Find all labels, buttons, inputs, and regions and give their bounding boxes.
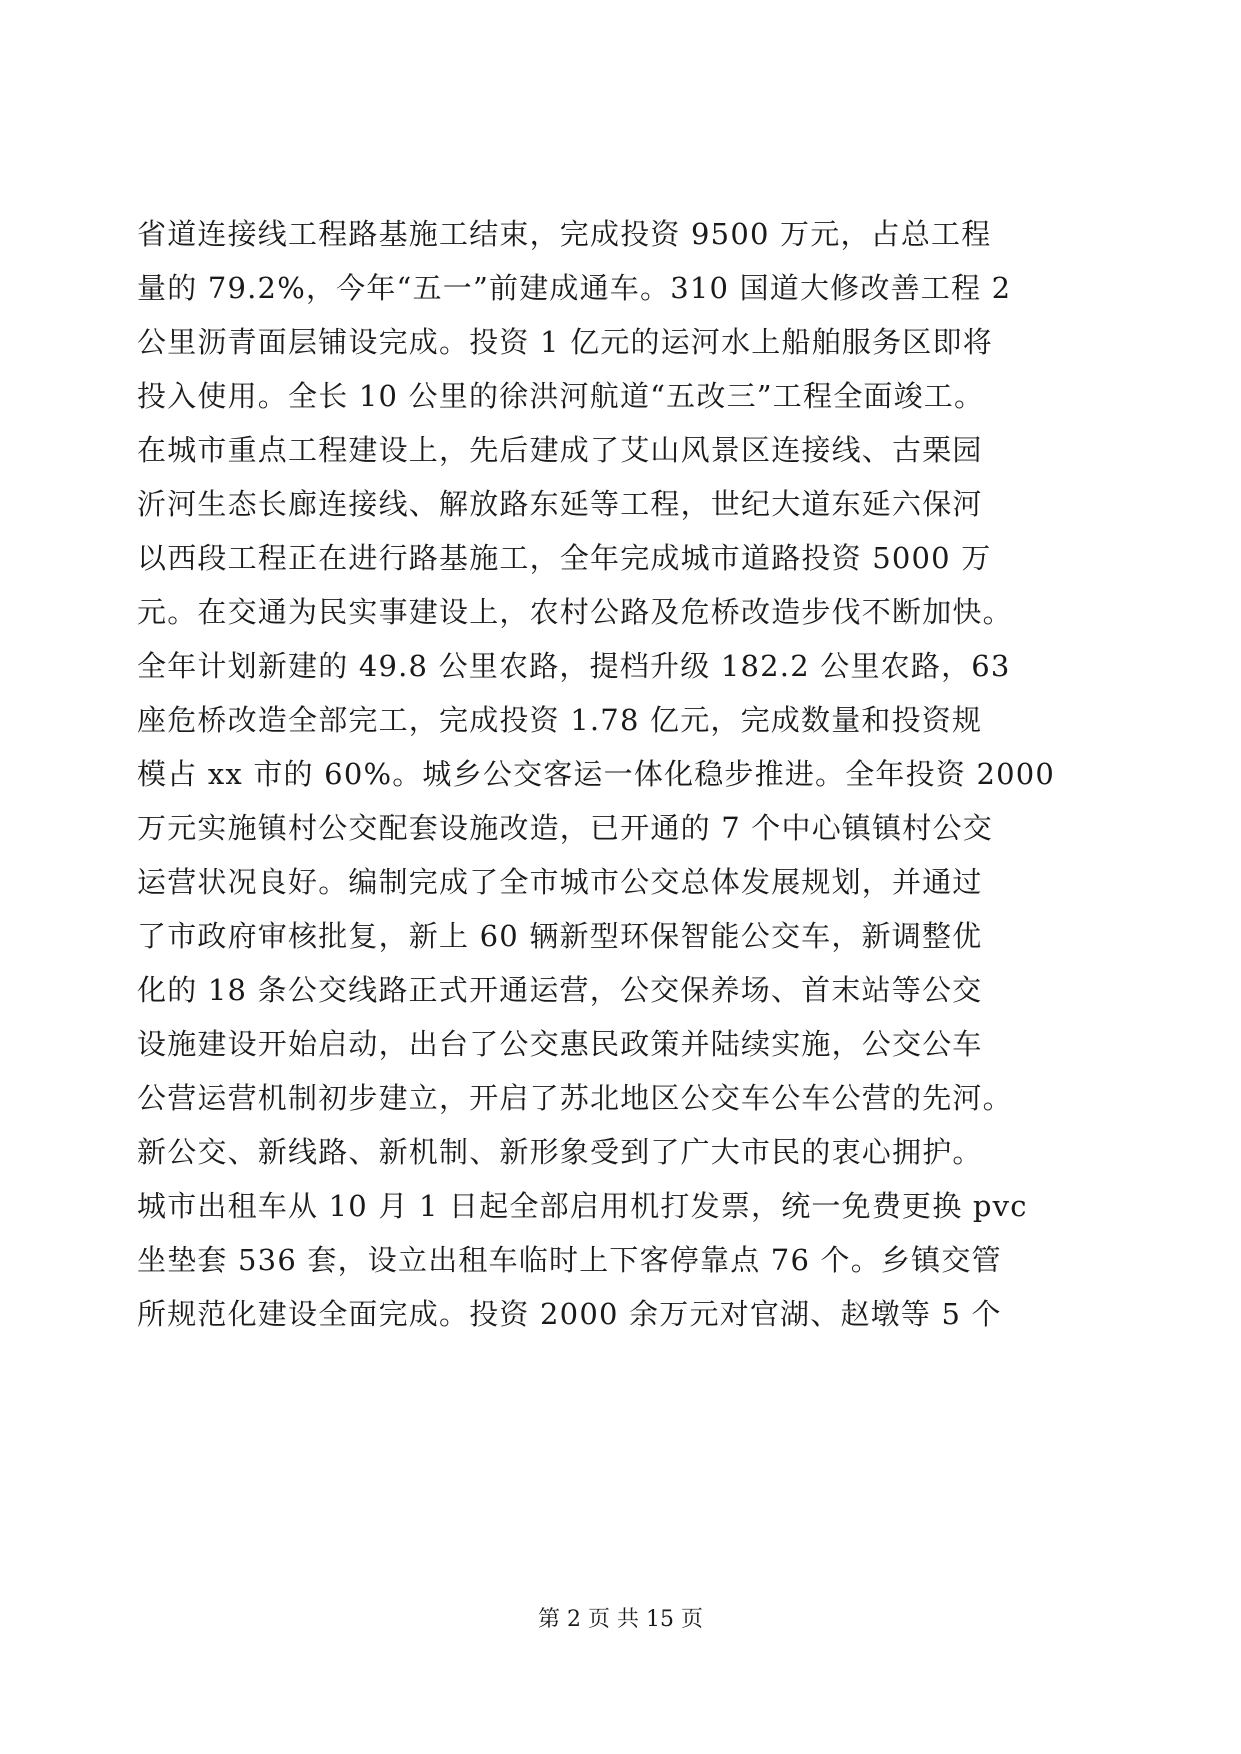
text-line: 全年计划新建的 49.8 公里农路，提档升级 182.2 公里农路，63 bbox=[137, 649, 1011, 683]
text-line: 坐垫套 536 套，设立出租车临时上下客停靠点 76 个。乡镇交管 bbox=[137, 1243, 1002, 1277]
text-line: 量的 79.2%，今年“五一”前建成通车。310 国道大修改善工程 2 bbox=[137, 271, 1012, 305]
text-line: 省道连接线工程路基施工结束，完成投资 9500 万元，占总工程 bbox=[137, 217, 992, 251]
text-line: 投入使用。全长 10 公里的徐洪河航道“五改三”工程全面竣工。 bbox=[137, 379, 985, 413]
text-line: 了市政府审核批复，新上 60 辆新型环保智能公交车，新调整优 bbox=[137, 919, 983, 953]
text-line: 设施建设开始启动，出台了公交惠民政策并陆续实施，公交公车 bbox=[137, 1027, 983, 1061]
text-line: 在城市重点工程建设上，先后建成了艾山风景区连接线、古栗园 bbox=[137, 433, 983, 467]
text-line: 公里沥青面层铺设完成。投资 1 亿元的运河水上船舶服务区即将 bbox=[137, 325, 993, 359]
text-line: 城市出租车从 10 月 1 日起全部启用机打发票，统一免费更换 pvc bbox=[137, 1189, 1028, 1223]
text-line: 运营状况良好。编制完成了全市城市公交总体发展规划，并通过 bbox=[137, 865, 983, 899]
text-line: 以西段工程正在进行路基施工，全年完成城市道路投资 5000 万 bbox=[137, 541, 992, 575]
text-line: 化的 18 条公交线路正式开通运营，公交保养场、首末站等公交 bbox=[137, 973, 983, 1007]
text-line: 元。在交通为民实事建设上，农村公路及危桥改造步伐不断加快。 bbox=[137, 595, 1013, 629]
text-line: 模占 xx 市的 60%。城乡公交客运一体化稳步推进。全年投资 2000 bbox=[137, 757, 1056, 791]
page-number-footer: 第 2 页 共 15 页 bbox=[538, 1607, 703, 1632]
text-line: 座危桥改造全部完工，完成投资 1.78 亿元，完成数量和投资规 bbox=[137, 703, 983, 737]
text-line: 新公交、新线路、新机制、新形象受到了广大市民的衷心拥护。 bbox=[137, 1135, 983, 1169]
text-line: 公营运营机制初步建立，开启了苏北地区公交车公车公营的先河。 bbox=[137, 1081, 1013, 1115]
text-line: 沂河生态长廊连接线、解放路东延等工程，世纪大道东延六保河 bbox=[137, 487, 983, 521]
text-line: 所规范化建设全面完成。投资 2000 余万元对官湖、赵墩等 5 个 bbox=[137, 1297, 1002, 1331]
text-line: 万元实施镇村公交配套设施改造，已开通的 7 个中心镇镇村公交 bbox=[137, 811, 993, 845]
